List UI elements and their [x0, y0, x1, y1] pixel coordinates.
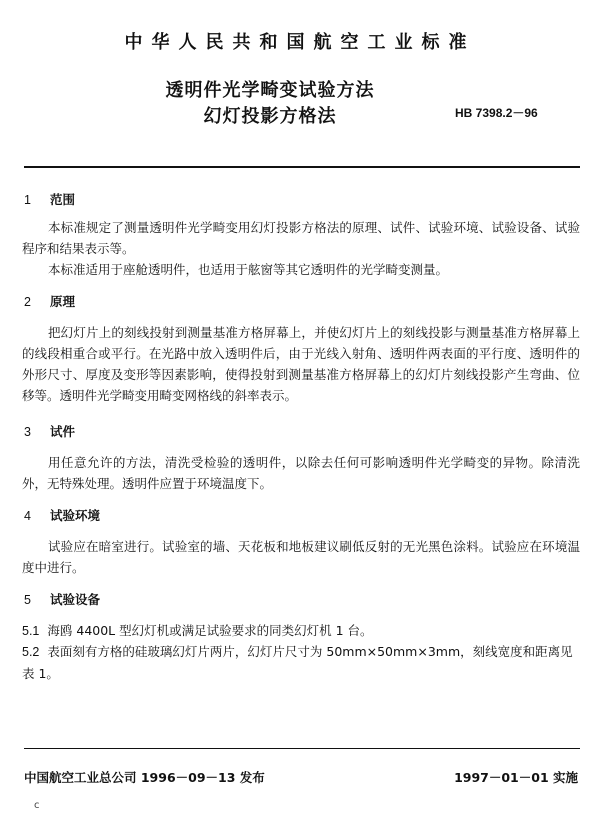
section-1-paragraph-2: 本标准适用于座舱透明件，也适用于舷窗等其它透明件的光学畸变测量。	[48, 262, 449, 277]
section-5-number: 5	[24, 593, 31, 607]
section-5-item	[22, 641, 580, 684]
section-5-item	[22, 620, 580, 642]
section-3-heading	[24, 422, 75, 440]
section-4-title: 试验环境	[50, 508, 101, 523]
section-4-heading	[24, 506, 100, 524]
section-1-title: 范围	[50, 192, 76, 207]
section-5-item-text: 海鸥 4400L 型幻灯机或满足试验要求的同类幻灯机 1 台。	[47, 623, 373, 638]
issue-date: 中国航空工业总公司 1996－09－13 发布	[24, 770, 265, 785]
section-5-item-number: 5.1	[22, 624, 40, 638]
standard-number: HB 7398.2－96	[455, 106, 538, 120]
section-5-item-number: 5.2	[22, 645, 40, 659]
issuing-organization-title: 中华人民共和国航空工业标准	[124, 32, 476, 53]
page-mark: c	[34, 800, 40, 811]
footer-divider	[24, 748, 580, 749]
section-3-number: 3	[24, 425, 31, 439]
header-divider	[24, 166, 580, 168]
document-title-line2: 幻灯投影方格法	[203, 106, 337, 127]
section-2-heading	[24, 292, 75, 310]
section-2-title: 原理	[50, 294, 76, 309]
section-5-heading	[24, 590, 100, 608]
section-1-heading	[24, 190, 75, 208]
section-3-title: 试件	[50, 424, 76, 439]
section-4-number: 4	[24, 509, 31, 523]
section-1-number: 1	[24, 193, 31, 207]
section-5-item-text: 表面刻有方格的硅玻璃幻灯片两片，幻灯片尺寸为 50mm×50mm×3mm，刻线宽度和距离见表 1。	[22, 644, 573, 681]
section-2-number: 2	[24, 295, 31, 309]
document-title-line1: 透明件光学畸变试验方法	[165, 80, 375, 101]
section-3-paragraph-1: 用任意允许的方法，清洗受检验的透明件，以除去任何可影响透明件光学畸变的异物。除清洗外，无特殊处理。透明件应置于环境温度下。	[22, 455, 580, 491]
section-2-paragraph-1: 把幻灯片上的刻线投射到测量基准方格屏幕上，并使幻灯片上的刻线投影与测量基准方格屏幕上的线段相重合或平行。在光路中放入透明件后，由于光线入射角、透明件两表面的平行度、透明件的外形尺寸、厚度及变形等因素影响，使得投射到测量基准方格屏幕上的幻灯片刻线投影产生弯曲、位移等。透明件光学畸变用畸变网格线的斜率表示。	[22, 325, 580, 403]
section-4-paragraph-1: 试验应在暗室进行。试验室的墙、天花板和地板建议刷低反射的无光黑色涂料。试验应在环境温度中进行。	[22, 539, 580, 575]
effective-date: 1997－01－01 实施	[454, 770, 578, 785]
section-1-paragraph-1: 本标准规定了测量透明件光学畸变用幻灯投影方格法的原理、试件、试验环境、试验设备、试验程序和结果表示等。	[22, 220, 580, 256]
section-5-title: 试验设备	[50, 592, 101, 607]
